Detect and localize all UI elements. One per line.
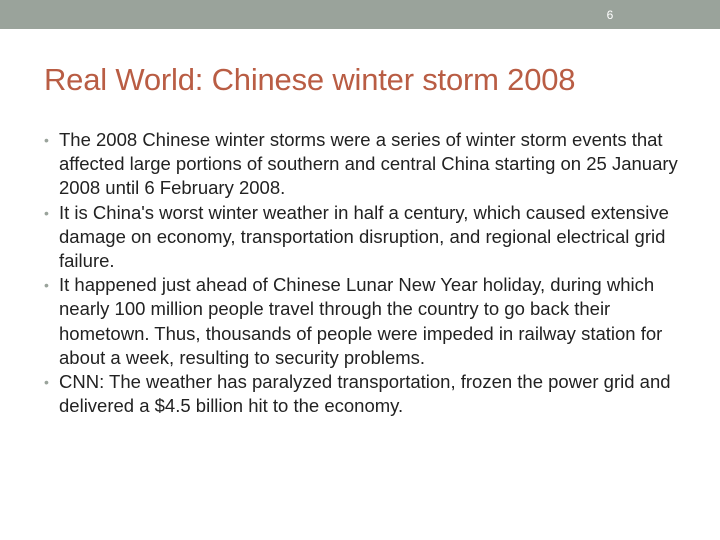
bullet-dot-icon: • — [44, 374, 49, 391]
bullet-text: It happened just ahead of Chinese Lunar New Year holiday, during which nearly 100 million people travel through the country to go back their hometown. Thus, thousands of people were impeded in railway station for about a week, resulting to security problems. — [59, 274, 663, 368]
top-bar — [0, 0, 720, 29]
bullet-dot-icon: • — [44, 132, 49, 148]
slide-title: Real World: Chinese winter storm 2008 — [44, 62, 576, 97]
bullet-text: CNN: The weather has paralyzed transportation, frozen the power grid and delivered a $4.5 billion hit to the economy. — [59, 371, 671, 417]
slide-number: 6 — [606, 8, 614, 22]
bullet-dot-icon: • — [44, 277, 49, 294]
bullet-item — [44, 201, 684, 274]
bullet-item — [44, 370, 684, 418]
bullet-list — [44, 128, 684, 418]
bullet-dot-icon: • — [44, 204, 49, 221]
bullet-item — [44, 128, 684, 201]
bullet-text: It is China's worst winter weather in half a century, which caused extensive damage on economy, transportation disruption, and regional electrical grid failure. — [59, 201, 669, 272]
bullet-text: The 2008 Chinese winter storms were a series of winter storm events that affected large portions of southern and central China starting on 25 January 2008 until 6 February 2008. — [59, 129, 678, 199]
bullet-item — [44, 273, 684, 370]
